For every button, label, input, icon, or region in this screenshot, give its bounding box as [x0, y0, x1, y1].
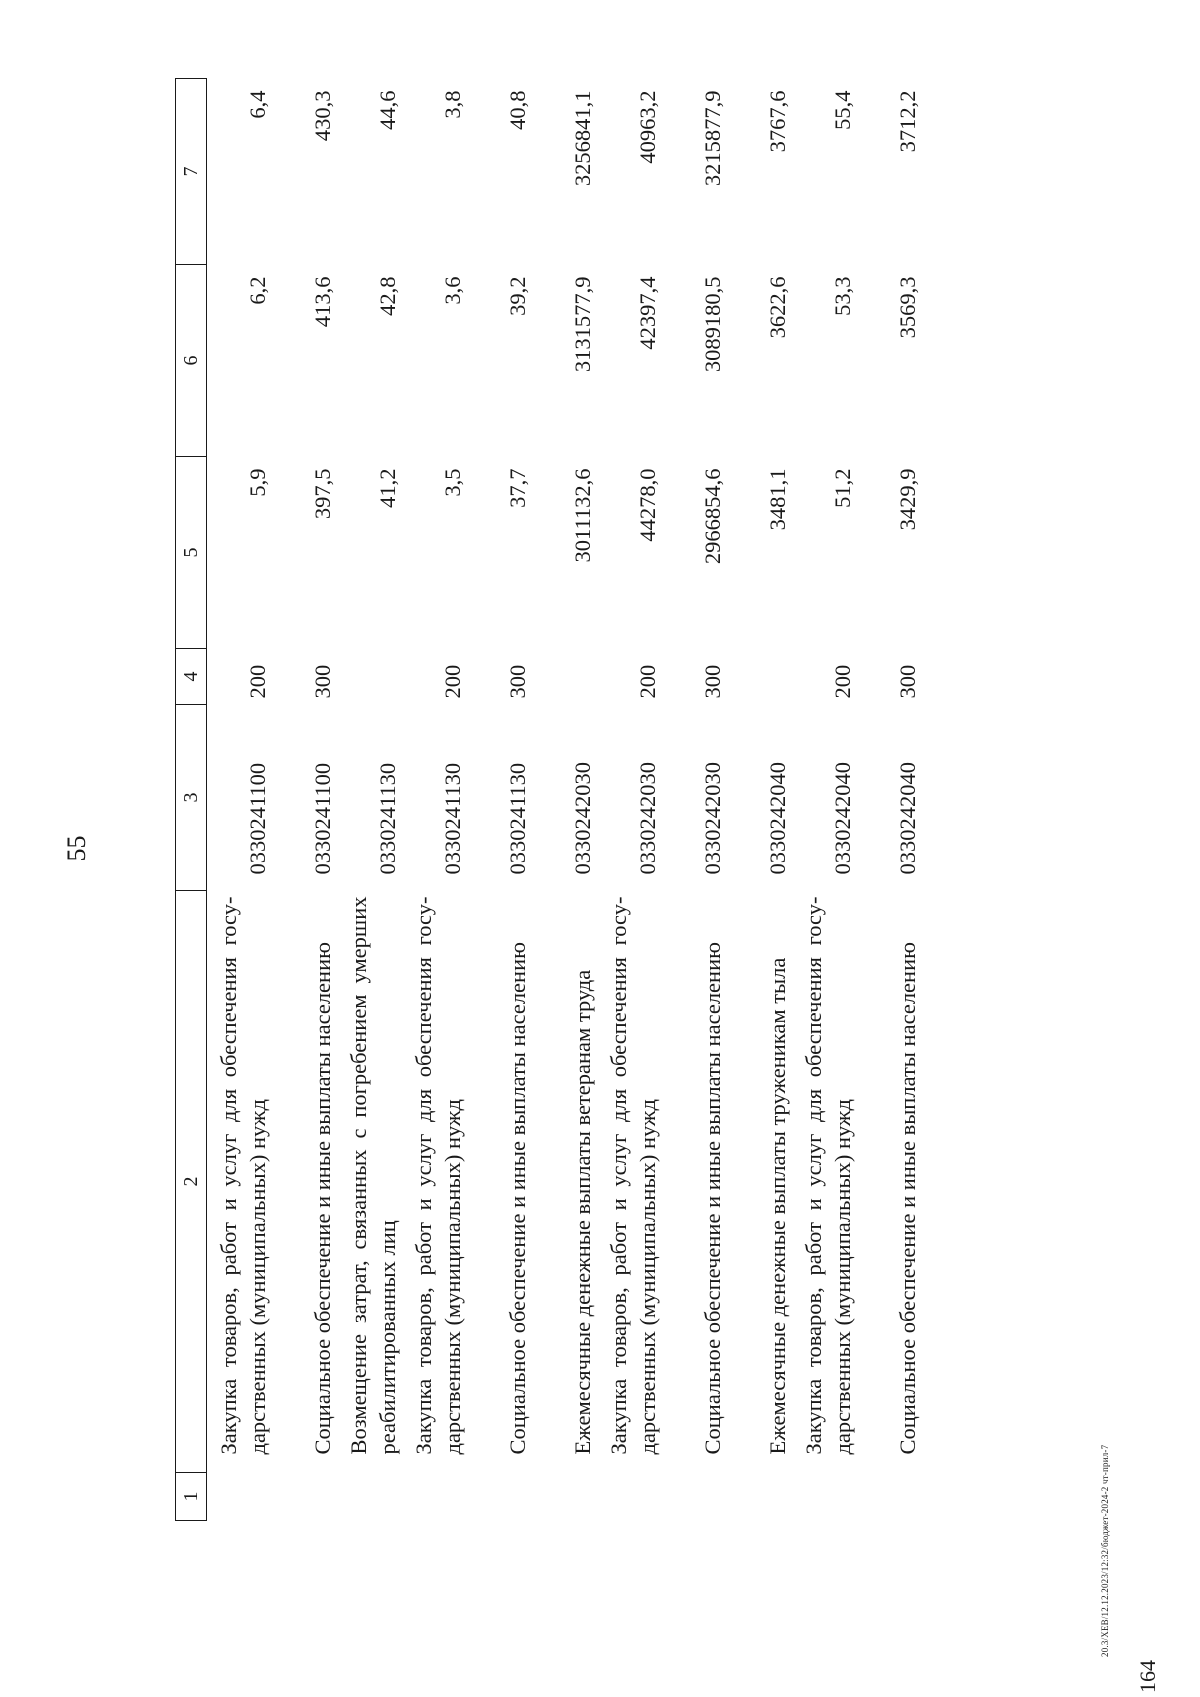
cell-value-col-6: 39,2 — [505, 276, 531, 316]
cell-target-code: 0330241130 — [505, 762, 531, 875]
cell-value-col-5: 37,7 — [505, 468, 531, 508]
cell-name: Социальное обеспечение и иные выплаты населению — [895, 942, 921, 1455]
cell-name: Социальное обеспечение и иные выплаты населению — [310, 942, 336, 1455]
table-row — [207, 79, 277, 1521]
cell-value-col-6: 42397,4 — [635, 276, 661, 350]
column-header: 5 — [176, 457, 207, 649]
table-row — [796, 79, 861, 1521]
document-code: 20.3/XEB/12.12.2023/12:32/бюджет-2024-2 чт-прил-7 — [1100, 1444, 1110, 1657]
cell-value-col-5: 3,5 — [440, 468, 466, 497]
budget-table — [175, 78, 926, 1521]
cell-name: Ежемесячные денежные выплаты ветеранам труда — [570, 969, 596, 1455]
column-header: 6 — [176, 265, 207, 457]
cell-value-col-7: 44,6 — [375, 90, 401, 130]
cell-value-col-5: 2966854,6 — [700, 468, 726, 565]
cell-expense-type: 300 — [505, 664, 531, 699]
cell-name: Закупка товаров, работ и услуг для обеспечения госу- дарственных (муниципальных) нужд — [215, 896, 271, 1455]
cell-expense-type: 300 — [895, 664, 921, 699]
cell-target-code: 0330242040 — [830, 762, 856, 875]
cell-name: Возмещение затрат, связанных с погребением умерших реабилитированных лиц — [345, 896, 401, 1455]
cell-expense-type — [536, 649, 601, 705]
cell-col-1 — [601, 1473, 666, 1521]
cell-target-code: 0330242040 — [895, 762, 921, 875]
cell-value-col-7: 6,4 — [245, 90, 271, 119]
cell-value-col-6: 3569,3 — [895, 276, 921, 339]
cell-expense-type — [731, 649, 796, 705]
cell-expense-type: 200 — [635, 664, 661, 699]
cell-value-col-5: 397,5 — [310, 468, 336, 520]
cell-name: Социальное обеспечение и иные выплаты населению — [505, 942, 531, 1455]
cell-value-col-6: 42,8 — [375, 276, 401, 316]
cell-target-code: 0330242030 — [635, 762, 661, 875]
cell-value-col-5: 3011132,6 — [570, 468, 596, 563]
cell-value-col-5: 3429,9 — [895, 468, 921, 531]
cell-name: Ежемесячные денежные выплаты труженикам тыла — [765, 957, 791, 1455]
column-header: 4 — [176, 649, 207, 705]
cell-col-1 — [341, 1473, 406, 1521]
table-row — [276, 79, 341, 1521]
cell-value-col-5: 5,9 — [245, 468, 271, 497]
cell-value-col-7: 430,3 — [310, 90, 336, 142]
table-row — [601, 79, 666, 1521]
table-row — [731, 79, 796, 1521]
cell-name: Закупка товаров, работ и услуг для обеспечения госу- дарственных (муниципальных) нужд — [800, 896, 856, 1455]
cell-value-col-7: 3256841,1 — [570, 90, 596, 187]
cell-value-col-7: 3712,2 — [895, 90, 921, 153]
cell-target-code: 0330241130 — [440, 762, 466, 875]
cell-col-1 — [536, 1473, 601, 1521]
table-row — [341, 79, 406, 1521]
table-row — [861, 79, 926, 1521]
cell-col-1 — [471, 1473, 536, 1521]
cell-expense-type: 200 — [440, 664, 466, 699]
cell-value-col-6: 413,6 — [310, 276, 336, 328]
cell-expense-type: 300 — [310, 664, 336, 699]
cell-col-1 — [207, 1473, 277, 1521]
cell-value-col-7: 40963,2 — [635, 90, 661, 164]
cell-expense-type: 200 — [830, 664, 856, 699]
cell-value-col-6: 3622,6 — [765, 276, 791, 339]
cell-value-col-5: 51,2 — [830, 468, 856, 508]
cell-name: Закупка товаров, работ и услуг для обеспечения госу- дарственных (муниципальных) нужд — [410, 896, 466, 1455]
table-row — [406, 79, 471, 1521]
table-row — [666, 79, 731, 1521]
cell-col-1 — [796, 1473, 861, 1521]
cell-target-code: 0330241130 — [375, 762, 401, 875]
cell-target-code: 0330242040 — [765, 762, 791, 875]
cell-expense-type: 300 — [700, 664, 726, 699]
cell-col-1 — [666, 1473, 731, 1521]
cell-target-code: 0330242030 — [570, 762, 596, 875]
cell-value-col-6: 3089180,5 — [700, 276, 726, 373]
cell-col-1 — [276, 1473, 341, 1521]
cell-target-code: 0330241100 — [310, 762, 336, 875]
cell-value-col-6: 6,2 — [245, 276, 271, 305]
cell-target-code: 0330242030 — [700, 762, 726, 875]
footer-page-number: 164 — [1135, 1660, 1160, 1693]
table-body — [207, 79, 927, 1521]
cell-col-1 — [731, 1473, 796, 1521]
cell-value-col-7: 55,4 — [830, 90, 856, 130]
cell-value-col-5: 41,2 — [375, 468, 401, 508]
cell-value-col-6: 3131577,9 — [570, 276, 596, 373]
cell-target-code: 0330241100 — [245, 762, 271, 875]
table-row — [471, 79, 536, 1521]
cell-name: Социальное обеспечение и иные выплаты населению — [700, 942, 726, 1455]
column-header: 2 — [176, 891, 207, 1473]
cell-value-col-5: 44278,0 — [635, 468, 661, 542]
cell-value-col-5: 3481,1 — [765, 468, 791, 531]
cell-value-col-6: 53,3 — [830, 276, 856, 316]
table-header-row — [176, 79, 207, 1521]
table-row — [536, 79, 601, 1521]
cell-value-col-7: 3767,6 — [765, 90, 791, 153]
page-number: 55 — [62, 835, 91, 862]
cell-value-col-7: 3215877,9 — [700, 90, 726, 187]
cell-expense-type — [341, 649, 406, 705]
cell-value-col-7: 3,8 — [440, 90, 466, 119]
cell-expense-type: 200 — [245, 664, 271, 699]
cell-col-1 — [861, 1473, 926, 1521]
cell-value-col-6: 3,6 — [440, 276, 466, 305]
cell-col-1 — [406, 1473, 471, 1521]
column-header: 1 — [176, 1473, 207, 1521]
cell-value-col-7: 40,8 — [505, 90, 531, 130]
column-header: 3 — [176, 705, 207, 891]
cell-name: Закупка товаров, работ и услуг для обеспечения госу- дарственных (муниципальных) нужд — [605, 896, 661, 1455]
column-header: 7 — [176, 79, 207, 265]
